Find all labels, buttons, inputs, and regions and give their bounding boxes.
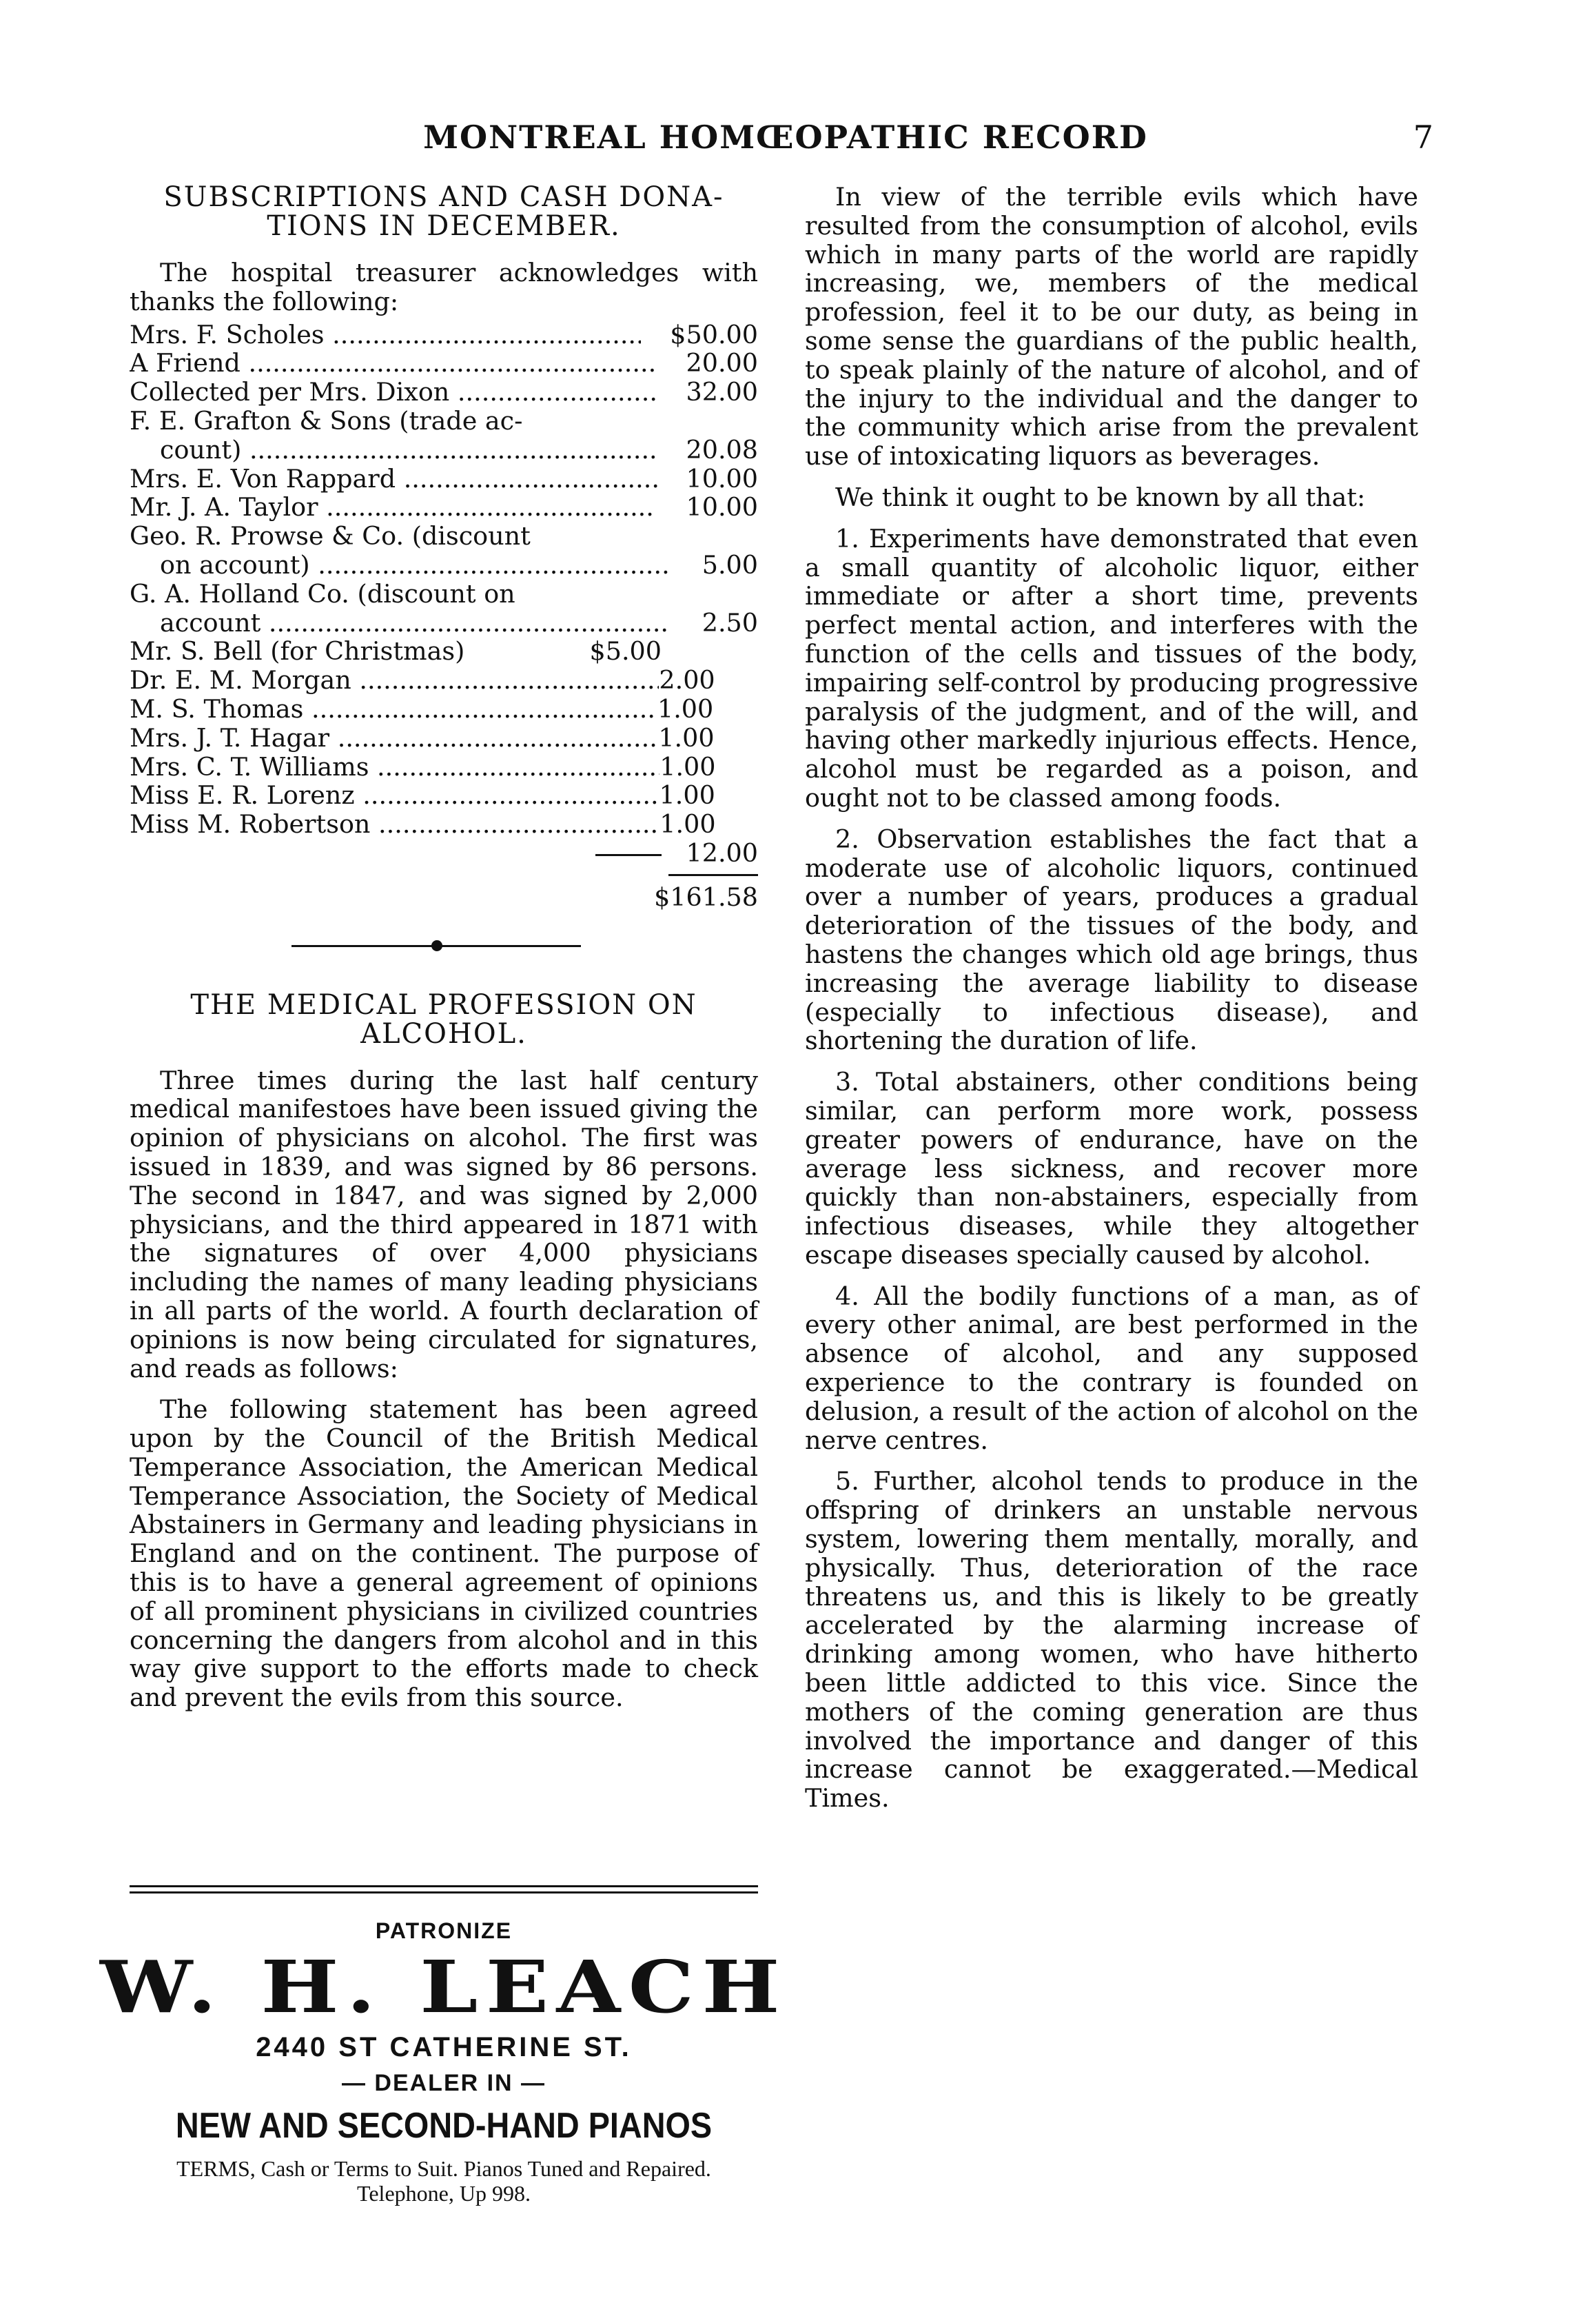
donor-name: Collected per Mrs. Dixon ..... bbox=[130, 378, 659, 407]
donor-name: Mrs. C. T. Williams ..... bbox=[130, 753, 659, 782]
donation-row bbox=[130, 465, 758, 494]
donation-amount: 20.00 bbox=[686, 348, 758, 378]
donation-row-continued bbox=[130, 436, 758, 465]
donation-row bbox=[130, 349, 758, 378]
donations-intro: The hospital treasurer acknowledges with thanks the following: bbox=[130, 258, 758, 316]
donation-row bbox=[130, 522, 758, 551]
donor-name: A Friend ..... bbox=[130, 349, 654, 378]
article-paragraph: In view of the terrible evils which have resulted from the consumption of alcohol, evils which in many parts of the world are rapidly increasing, we, members of the medical profession, feel it to be our duty, as being in some sense the guardians of the public health, to speak plainly of the nature of alcohol, and of the injury to the individual and the danger to the community which arise from the prevalent use of intoxicating liquors as beverages. bbox=[805, 182, 1418, 471]
article-paragraph: Three times during the last half century medical manifestoes have been issued giving the opinion of physicians on alcohol. The first was issued in 1839, and was signed by 86 persons. The second in 1847, and was signed by 2,000 physicians, and the third appeared in 1871 with the signatures of over 4,000 physicians including the names of many leading physicians in all parts of the world. A fourth declaration of opinions is now being circulated for signatures, and reads as follows: bbox=[130, 1065, 758, 1383]
donor-name: F. E. Grafton & Sons (trade ac- bbox=[130, 406, 523, 436]
donation-row bbox=[130, 637, 758, 666]
donor-name: Miss E. R. Lorenz ..... bbox=[130, 781, 659, 810]
donation-amount: 10.00 bbox=[686, 492, 758, 522]
donation-row bbox=[130, 781, 758, 810]
donor-name: Mrs. F. Scholes ..... bbox=[130, 321, 641, 349]
donations-title-line2: TIONS IN DECEMBER. bbox=[267, 210, 621, 242]
donation-row bbox=[130, 378, 758, 407]
article-point: 4. All the bodily functions of a man, as of every other animal, are best performed in the absence of alcohol, and any supposed experience to the contrary is founded on delusion, a result of the action of alcohol on the nerve centres. bbox=[805, 1281, 1418, 1455]
left-column bbox=[130, 183, 758, 1725]
donor-name-continued: count) ..... bbox=[130, 436, 655, 465]
donation-amount: 1.00 bbox=[657, 693, 714, 724]
donation-amount: 2.00 bbox=[659, 665, 715, 695]
donation-row bbox=[130, 580, 758, 609]
ad-terms: TERMS, Cash or Terms to Suit. Pianos Tuned and Repaired. Telephone, Up 998. bbox=[176, 2156, 711, 2206]
article-paragraph: The following statement has been agreed upon by the Council of the British Medical Temperance Association, the American Medical Temperance Association, the Society of Medical Abstainers in Germany and leading physicians in England and on the continent. The purpose of this is to have a general agreement of opinions of all prominent physicians in civilized countries concerning the dangers from alcohol and in this way give support to the efforts made to check and prevent the evils from this source. bbox=[130, 1394, 758, 1713]
advertisement bbox=[100, 1885, 788, 2206]
total-rule-row bbox=[130, 868, 758, 883]
subtotal-amount: 12.00 bbox=[686, 837, 758, 868]
donation-row bbox=[130, 724, 758, 753]
ad-business-name: W. H. LEACH bbox=[100, 1944, 788, 2029]
donation-amount: 1.00 bbox=[659, 809, 716, 840]
article-title bbox=[130, 988, 758, 1050]
ad-double-rule bbox=[130, 1885, 758, 1893]
divider-ornament bbox=[431, 940, 442, 951]
donor-name: Geo. R. Prowse & Co. (discount bbox=[130, 522, 531, 551]
donation-amount: 32.00 bbox=[686, 377, 758, 407]
donor-name: Miss M. Robertson ..... bbox=[130, 810, 659, 839]
donations-title-line1: SUBSCRIPTIONS AND CASH DONA- bbox=[163, 181, 724, 213]
donation-row bbox=[130, 321, 758, 349]
donation-amount: 20.08 bbox=[686, 434, 758, 465]
page-number: 7 bbox=[1413, 119, 1433, 156]
donation-amount: 2.50 bbox=[702, 607, 758, 638]
right-column bbox=[805, 183, 1418, 1825]
article-title-line2: ALCOHOL. bbox=[360, 1017, 527, 1050]
donation-row bbox=[130, 695, 758, 724]
donation-row-continued bbox=[130, 609, 758, 638]
article-point: 2. Observation establishes the fact that a moderate use of alcoholic liquors, continued over a number of years, produces a gradual deterioration of the tissues of the body, and hastens the changes which old age brings, thus increasing the average liability to disease (especially to infectious disease), and shortening the duration of life. bbox=[805, 824, 1418, 1056]
ad-pianos: NEW AND SECOND-HAND PIANOS bbox=[175, 2106, 713, 2146]
donor-name: Mr. S. Bell (for Christmas) bbox=[130, 637, 465, 667]
donation-row bbox=[130, 407, 758, 436]
donation-amount: $5.00 bbox=[589, 636, 662, 667]
donation-amount: 1.00 bbox=[658, 722, 715, 753]
donor-name-continued: on account) ..... bbox=[130, 551, 672, 580]
donor-name: M. S. Thomas ..... bbox=[130, 695, 657, 724]
total-amount: $161.58 bbox=[654, 882, 758, 912]
total-rule bbox=[668, 874, 758, 876]
donations-title bbox=[130, 183, 758, 241]
article-paragraph: We think it ought to be known by all that: bbox=[835, 482, 1366, 512]
section-divider bbox=[130, 926, 758, 967]
donation-amount: $50.00 bbox=[670, 319, 758, 349]
donation-amount: 1.00 bbox=[659, 751, 716, 782]
donor-name: Mr. J. A. Taylor ..... bbox=[130, 493, 656, 522]
running-head: MONTREAL HOMŒOPATHIC RECORD bbox=[423, 119, 1148, 156]
donor-name: Dr. E. M. Morgan ..... bbox=[130, 666, 659, 695]
donor-name-continued: account ..... bbox=[130, 609, 671, 638]
ad-patronize: PATRONIZE bbox=[375, 1918, 513, 1943]
ad-address: 2440 ST CATHERINE ST. bbox=[256, 2032, 632, 2062]
ad-dealer: — DEALER IN — bbox=[341, 2070, 546, 2096]
total-row bbox=[130, 883, 758, 912]
donation-row bbox=[130, 810, 758, 839]
article-title-line1: THE MEDICAL PROFESSION ON bbox=[190, 988, 697, 1021]
donations-list bbox=[130, 321, 758, 912]
donation-row bbox=[130, 666, 758, 695]
donation-row-continued bbox=[130, 551, 758, 580]
donor-name: Mrs. E. Von Rappard ..... bbox=[130, 465, 657, 494]
donation-row bbox=[130, 493, 758, 522]
donation-amount: 5.00 bbox=[702, 549, 758, 580]
article-point: 5. Further, alcohol tends to produce in the offspring of drinkers an unstable nervous system, lowering them mentally, morally, and physically. Thus, deterioration of the race threatens us, and this is likely to be greatly accelerated by the alarming increase of drinking among women, who have hitherto been little addicted to this vice. Since the mothers of the coming generation are thus involved the importance and danger of this increase cannot be exaggerated.—Medical Times. bbox=[805, 1466, 1418, 1814]
article-point: 1. Experiments have demonstrated that even a small quantity of alcoholic liquor, either immediate or after a short time, prevents perfect mental action, and interferes with the function of the cells and tissues of the body, impairing self-control by producing progressive paralysis of the judgment, and of the will, and having other markedly injurious effects. Hence, alcohol must be regarded as a poison, and ought not to be classed among foods. bbox=[805, 523, 1418, 813]
page-header bbox=[138, 119, 1433, 167]
donor-name: Mrs. J. T. Hagar ..... bbox=[130, 724, 658, 753]
donation-row bbox=[130, 753, 758, 782]
article-point: 3. Total abstainers, other conditions being similar, can perform more work, possess greater powers of endurance, have on the average less sickness, and recover more quickly than non-abstainers, especially from infectious diseases, while they altogether escape diseases specially caused by alcohol. bbox=[805, 1067, 1418, 1270]
donor-name: G. A. Holland Co. (discount on bbox=[130, 579, 515, 609]
donation-amount: 10.00 bbox=[686, 463, 758, 494]
subtotal-rule bbox=[595, 854, 662, 856]
subtotal-row bbox=[130, 839, 758, 868]
donation-amount: 1.00 bbox=[659, 780, 715, 811]
